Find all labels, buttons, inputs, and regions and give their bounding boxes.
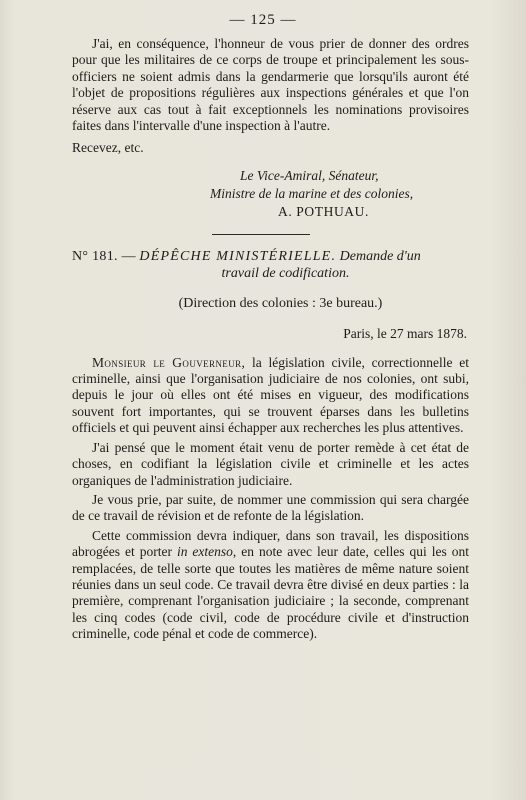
paragraph-legislation	[72, 355, 469, 437]
heading-title: DÉPÊCHE MINISTÉRIELLE.	[139, 248, 337, 264]
page-number: — 125 —	[229, 12, 297, 28]
direction-note: (Direction des colonies : 3e bureau.)	[178, 295, 383, 311]
signature-name: A. POTHUAU.	[278, 203, 369, 219]
paragraph-travail	[72, 528, 469, 643]
heading-subtitle-part1: Demande d'un	[339, 248, 421, 264]
section-divider	[212, 234, 310, 235]
paragraph-travail-a: Cette commission devra indiquer, dans son travail, les dispositions abrogées et porter	[72, 527, 469, 560]
addressee: Monsieur le Gouverneur,	[92, 354, 246, 370]
salutation-closing: Recevez, etc.	[72, 140, 144, 156]
page-content	[72, 36, 469, 643]
signature-block	[72, 167, 469, 221]
paragraph-remede: J'ai pensé que le moment était venu de porter remède à cet état de choses, en codifiant la législation civile et criminelle et les actes organiques de l'administration judiciaire.	[72, 439, 469, 488]
signature-title: Le Vice-Amiral, Sénateur,	[240, 167, 379, 183]
paragraph-ordres: J'ai, en conséquence, l'honneur de vous prier de donner des ordres pour que les militaires de ce corps de troupe et principalement les sous-officiers ne soient admis dans la gendarmerie que lorsqu'ils auront été l'objet de propositions régulières aux inspections générales et que l'on réserve aux cas tout à fait exceptionnels les nominations provisoires faites dans l'intervalle d'une inspection à l'autre.	[72, 36, 469, 134]
paragraph-travail-italic: in extenso	[176, 544, 233, 560]
letter-body	[72, 355, 469, 643]
heading-subtitle-part2: travail de codification.	[221, 265, 350, 281]
paragraph-travail-b: , en note avec leur date, celles qui les ont remplacées, de telle sorte que toutes les matières de même nature soient réunies dans un seul code. Ce travail devra être divisé en deux parties : la première, comprenant l'organisation judiciaire ; la seconde, comprenant les cinq codes (code civil, code de procédure civile et d'instruction criminelle, code pénal et code de commerce).	[72, 544, 470, 642]
signature-ministry: Ministre de la marine et des colonies,	[210, 185, 414, 201]
paragraph-commission: Je vous prie, par suite, de nommer une commission qui sera chargée de ce travail de révision et de refonte de la législation.	[72, 491, 469, 524]
document-heading	[72, 248, 469, 282]
heading-number: N° 181. —	[72, 248, 136, 264]
paragraph-legislation-text: la législation civile, correctionnelle et criminelle, ainsi que l'organisation judiciaire de nos colonies, ont subi, depuis le jour où elles ont été mises en vigueur, des modifications souvent fort importantes, qui se trouvent éparses dans les bulletins officiels et qui peuvent ainsi échapper aux recherches les plus attentives.	[72, 354, 469, 436]
letter-date: Paris, le 27 mars 1878.	[343, 326, 467, 342]
